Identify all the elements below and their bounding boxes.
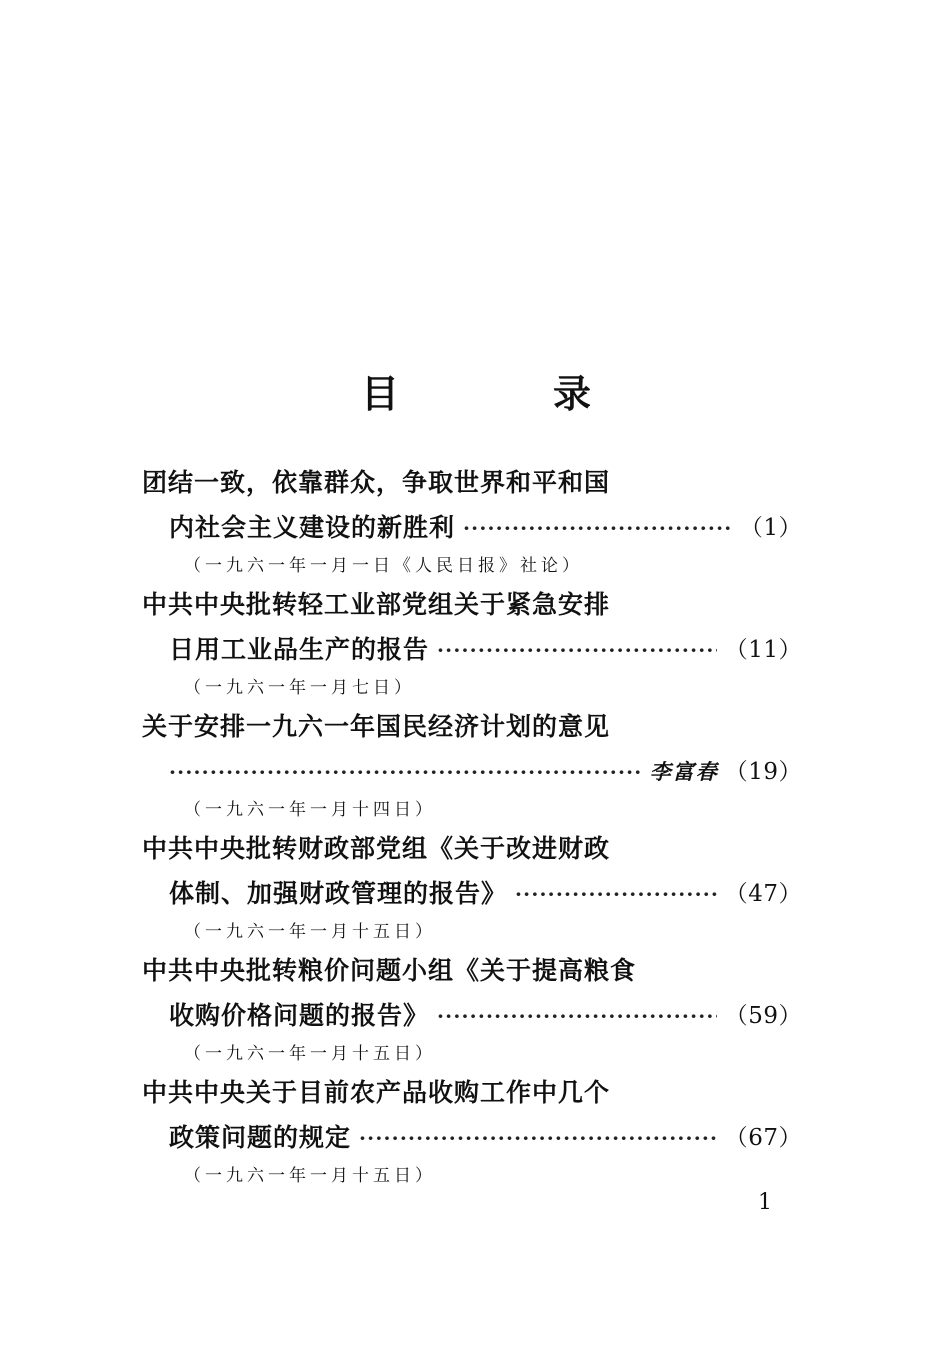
entry-page-number[interactable]: （47） (724, 881, 802, 907)
entry-title-line1: 团结一致，依靠群众，争取世界和平和国 (142, 468, 611, 497)
entry-title-line2: 收购价格问题的报告》 (169, 1001, 430, 1030)
page-title: 目 录 (360, 372, 649, 416)
entry-title-line1: 中共中央批转财政部党组《关于改进财政 (142, 834, 611, 863)
entry-page-number[interactable]: （19） (724, 759, 802, 785)
entry-page-number[interactable]: （59） (724, 1003, 802, 1029)
entry-title-line2-row (142, 994, 802, 1038)
entry-title-line1: 中共中央批转粮价问题小组《关于提高粮食 (142, 956, 637, 985)
dot-leader (169, 750, 642, 794)
dot-leader (437, 994, 717, 1038)
toc-entry-1[interactable] (142, 460, 802, 582)
dot-leader (515, 872, 717, 916)
toc-entry-5[interactable] (142, 948, 802, 1070)
entry-title-line2-row (142, 506, 802, 550)
table-of-contents (142, 460, 802, 1192)
entry-date: （一九六一年一月十五日） (184, 1166, 436, 1186)
toc-entry-4[interactable] (142, 826, 802, 948)
entry-title-line2-row (142, 628, 802, 672)
dot-leader (437, 628, 717, 672)
entry-page-number[interactable]: （67） (724, 1125, 802, 1151)
entry-date: （一九六一年一月十五日） (184, 1044, 436, 1064)
entry-date: （一九六一年一月十四日） (184, 800, 436, 820)
entry-title-line1: 中共中央批转轻工业部党组关于紧急安排 (142, 590, 611, 619)
entry-title-line2-row (142, 1116, 802, 1160)
dot-leader (359, 1116, 717, 1160)
entry-date: （一九六一年一月十五日） (184, 922, 436, 942)
footer-page-number: 1 (758, 1190, 772, 1215)
toc-entry-6[interactable] (142, 1070, 802, 1192)
entry-title-line2-row (142, 872, 802, 916)
entry-title-line2: 体制、加强财政管理的报告》 (169, 879, 508, 908)
entry-title-line2: 内社会主义建设的新胜利 (169, 513, 456, 542)
dot-leader (463, 506, 732, 550)
entry-title-line1: 中共中央关于目前农产品收购工作中几个 (142, 1078, 611, 1107)
entry-author: 李富春 (649, 759, 719, 784)
entry-title-line1: 关于安排一九六一年国民经济计划的意见 (142, 712, 611, 741)
entry-date: （一九六一年一月七日） (184, 678, 415, 698)
entry-title-line2: 政策问题的规定 (169, 1123, 352, 1152)
entry-page-number[interactable]: （11） (724, 637, 802, 663)
entry-page-number[interactable]: （1） (739, 515, 802, 541)
entry-title-line2-row (142, 750, 802, 794)
entry-date: （一九六一年一月一日《人民日报》社论） (184, 556, 583, 576)
entry-title-line2: 日用工业品生产的报告 (169, 635, 430, 664)
toc-entry-3[interactable] (142, 704, 802, 826)
toc-entry-2[interactable] (142, 582, 802, 704)
